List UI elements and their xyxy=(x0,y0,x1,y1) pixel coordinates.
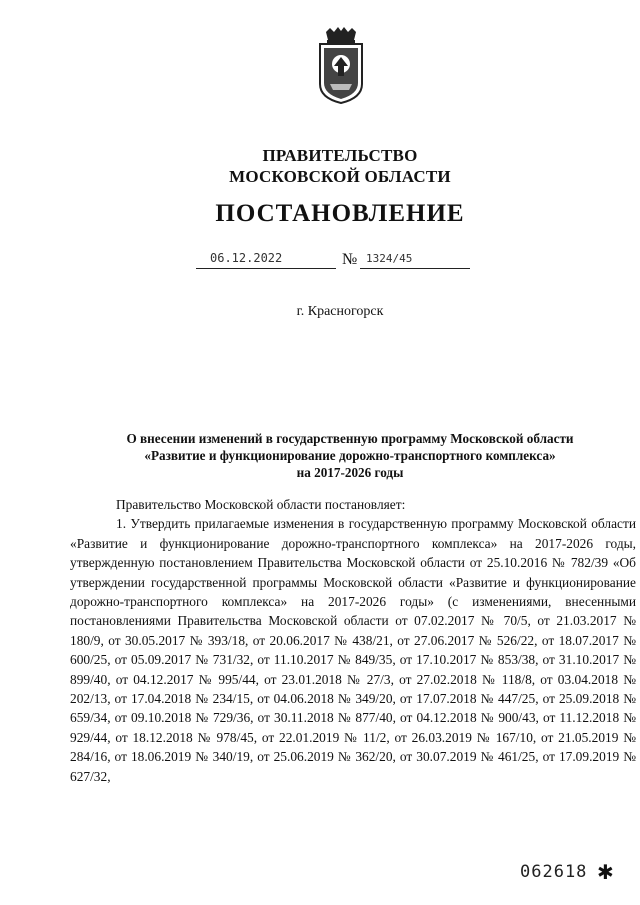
title-line2: «Развитие и функционирование дорожно-транспортного комплекса» xyxy=(144,448,556,463)
document-number: 1324/45 xyxy=(366,252,413,265)
document-body xyxy=(70,495,636,786)
title-line1: О внесении изменений в государственную программу Московской области xyxy=(126,431,574,446)
moscow-oblast-coat-of-arms-icon xyxy=(316,26,366,104)
body-intro: Правительство Московской области постановляет: xyxy=(116,497,406,512)
city-name: г. Красногорск xyxy=(296,304,384,319)
government-name-line2: МОСКОВСКОЙ ОБЛАСТИ xyxy=(229,167,451,186)
number-sign: № xyxy=(342,251,358,268)
document-type-heading: ПОСТАНОВЛЕНИЕ xyxy=(215,200,465,227)
coat-of-arms xyxy=(316,26,366,104)
government-name-line1: ПРАВИТЕЛЬСТВО xyxy=(262,146,418,165)
document-title xyxy=(70,430,630,481)
title-line3: на 2017-2026 годы xyxy=(296,465,404,480)
serial-number: 062618 xyxy=(520,862,588,882)
body-paragraph-1: 1. Утвердить прилагаемые изменения в государственную программу Московской области «Развитие и функционирование дорожно-транспортного комплекса» на 2017-2026 годы, утвержденную постановлением Правительства Московской области от 25.10.2016 № 782/39 «Об утверждении государственной программы Московской области «Развитие и функционирование дорожно-транспортного комплекса» на 2017-2026 годы» (с изменениями, внесенными постановлениями Правительства Московской области от 07.02.2017 № 70/5, от 21.03.2017 № 180/9, от 30.05.2017 № 393/18, от 20.06.2017 № 438/21, от 27.06.2017 № 526/22, от 18.07.2017 № 600/25, от 05.09.2017 № 731/32, от 11.10.2017 № 849/35, от 17.10.2017 № 853/38, от 31.10.2017 № 899/40, от 04.12.2017 № 995/44, от 23.01.2018 № 27/3, от 27.02.2018 № 118/8, от 03.04.2018 № 202/13, от 17.04.2018 № 234/15, от 04.06.2018 № 349/20, от 17.07.2018 № 447/25, от 25.09.2018 № 659/34, от 09.10.2018 № 729/36, от 30.11.2018 № 877/40, от 04.12.2018 № 900/43, от 11.12.2018 № 929/44, от 18.12.2018 № 978/45, от 22.01.2019 № 11/2, от 26.03.2019 № 167/10, от 21.05.2019 № 284/16, от 18.06.2019 № 340/19, от 25.06.2019 № 362/20, от 30.07.2019 № 461/25, от 17.09.2019 № 627/32, xyxy=(70,516,636,784)
document-date: 06.12.2022 xyxy=(210,251,283,265)
star-mark: ✱ xyxy=(597,862,614,884)
